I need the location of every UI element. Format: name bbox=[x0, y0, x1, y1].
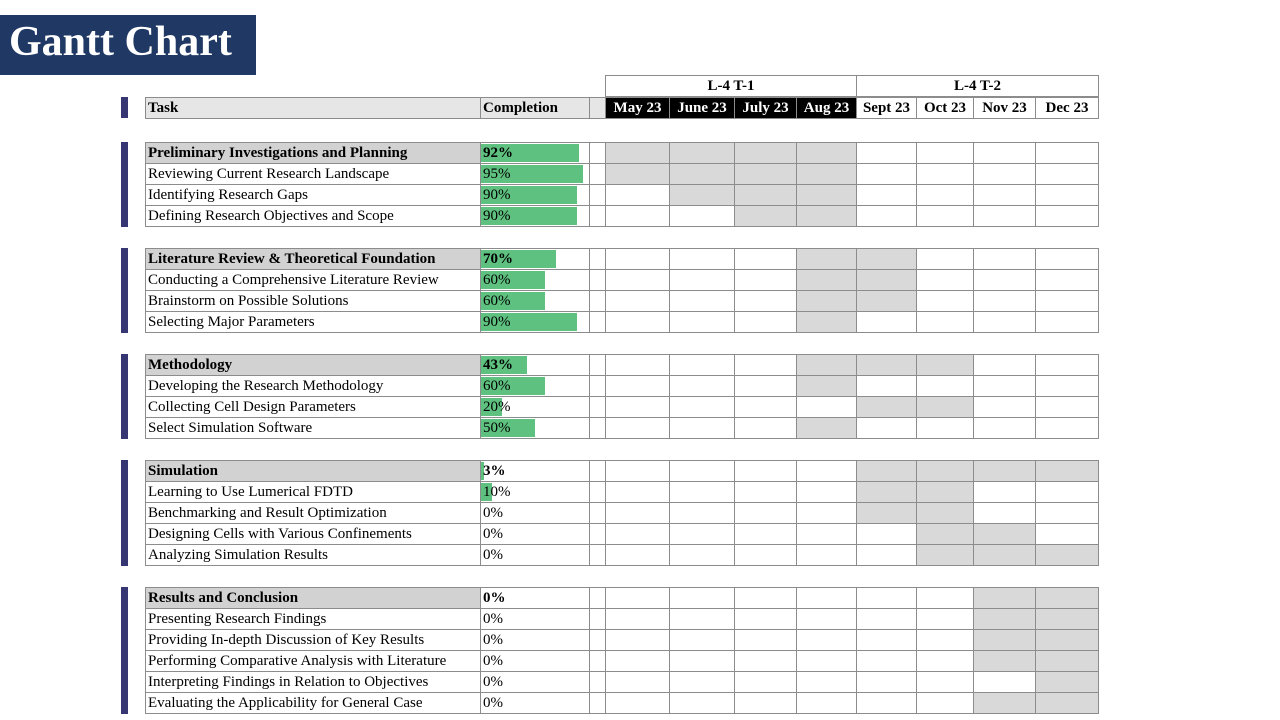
timeline-cell bbox=[916, 608, 974, 630]
task-name: Selecting Major Parameters bbox=[145, 311, 481, 333]
timeline-cell-active bbox=[916, 460, 974, 482]
timeline-cell bbox=[734, 460, 797, 482]
completion-label: 0% bbox=[483, 505, 503, 521]
timeline-cell bbox=[916, 142, 974, 164]
timeline-cell bbox=[669, 290, 735, 312]
completion-label: 10% bbox=[483, 484, 511, 500]
timeline-cell bbox=[734, 671, 797, 693]
timeline-cell bbox=[856, 629, 917, 651]
timeline-cell-active bbox=[1035, 692, 1099, 714]
spacer-cell bbox=[589, 460, 606, 482]
group-completion bbox=[480, 587, 590, 609]
timeline-cell bbox=[605, 290, 670, 312]
timeline-cell bbox=[605, 502, 670, 524]
completion-label: 0% bbox=[483, 547, 503, 563]
task-name: Analyzing Simulation Results bbox=[145, 544, 481, 566]
timeline-cell-active bbox=[734, 163, 797, 185]
timeline-cell bbox=[973, 163, 1036, 185]
timeline-cell bbox=[669, 396, 735, 418]
timeline-cell bbox=[669, 692, 735, 714]
timeline-cell-active bbox=[796, 290, 857, 312]
timeline-cell bbox=[734, 650, 797, 672]
timeline-cell-active bbox=[669, 184, 735, 206]
timeline-cell bbox=[669, 523, 735, 545]
task-completion bbox=[480, 502, 590, 524]
task-completion bbox=[480, 269, 590, 291]
timeline-cell bbox=[605, 269, 670, 291]
timeline-cell-active bbox=[796, 311, 857, 333]
completion-label: 0% bbox=[483, 695, 503, 711]
spacer-cell bbox=[589, 163, 606, 185]
timeline-cell bbox=[734, 523, 797, 545]
spacer-header bbox=[589, 97, 606, 119]
timeline-cell bbox=[973, 375, 1036, 397]
timeline-cell bbox=[605, 523, 670, 545]
group-marker bbox=[121, 142, 128, 227]
task-completion bbox=[480, 608, 590, 630]
spacer-cell bbox=[589, 417, 606, 439]
timeline-cell bbox=[916, 671, 974, 693]
month-header: July 23 bbox=[734, 97, 797, 119]
timeline-cell bbox=[669, 650, 735, 672]
task-name: Collecting Cell Design Parameters bbox=[145, 396, 481, 418]
page-title: Gantt Chart bbox=[0, 15, 256, 75]
timeline-cell-active bbox=[1035, 650, 1099, 672]
timeline-cell-active bbox=[1035, 671, 1099, 693]
timeline-cell bbox=[734, 502, 797, 524]
timeline-cell-active bbox=[1035, 544, 1099, 566]
task-completion bbox=[480, 544, 590, 566]
timeline-cell-active bbox=[973, 629, 1036, 651]
timeline-cell-active bbox=[973, 692, 1036, 714]
timeline-cell bbox=[734, 311, 797, 333]
timeline-cell bbox=[856, 587, 917, 609]
spacer-cell bbox=[589, 481, 606, 503]
completion-label: 0% bbox=[483, 611, 503, 627]
group-completion bbox=[480, 142, 590, 164]
timeline-cell bbox=[1035, 269, 1099, 291]
timeline-cell bbox=[605, 396, 670, 418]
timeline-cell bbox=[796, 650, 857, 672]
timeline-cell bbox=[916, 269, 974, 291]
spacer-cell bbox=[589, 523, 606, 545]
spacer-cell bbox=[589, 269, 606, 291]
timeline-cell bbox=[734, 396, 797, 418]
timeline-cell bbox=[856, 163, 917, 185]
group-marker bbox=[121, 354, 128, 439]
month-header: Dec 23 bbox=[1035, 97, 1099, 119]
timeline-cell-active bbox=[669, 142, 735, 164]
timeline-cell bbox=[973, 417, 1036, 439]
spacer-cell bbox=[589, 544, 606, 566]
completion-label: 20% bbox=[483, 399, 511, 415]
timeline-cell bbox=[605, 375, 670, 397]
timeline-cell bbox=[1035, 481, 1099, 503]
completion-label: 43% bbox=[483, 357, 513, 373]
timeline-cell bbox=[1035, 290, 1099, 312]
task-completion bbox=[480, 205, 590, 227]
timeline-cell bbox=[669, 671, 735, 693]
timeline-cell bbox=[1035, 354, 1099, 376]
completion-label: 0% bbox=[483, 526, 503, 542]
timeline-cell bbox=[669, 269, 735, 291]
timeline-cell-active bbox=[856, 248, 917, 270]
timeline-cell bbox=[856, 375, 917, 397]
month-header: May 23 bbox=[605, 97, 670, 119]
timeline-cell bbox=[856, 608, 917, 630]
task-name: Developing the Research Methodology bbox=[145, 375, 481, 397]
spacer-cell bbox=[589, 692, 606, 714]
timeline-cell-active bbox=[856, 269, 917, 291]
timeline-cell bbox=[856, 184, 917, 206]
timeline-cell-active bbox=[605, 142, 670, 164]
timeline-cell-active bbox=[796, 269, 857, 291]
timeline-cell-active bbox=[734, 205, 797, 227]
completion-label: 60% bbox=[483, 272, 511, 288]
month-header: Oct 23 bbox=[916, 97, 974, 119]
timeline-cell bbox=[669, 311, 735, 333]
timeline-cell bbox=[669, 502, 735, 524]
task-completion bbox=[480, 311, 590, 333]
group-completion bbox=[480, 354, 590, 376]
timeline-cell bbox=[856, 671, 917, 693]
timeline-cell bbox=[796, 544, 857, 566]
timeline-cell bbox=[605, 544, 670, 566]
spacer-cell bbox=[589, 650, 606, 672]
timeline-cell-active bbox=[734, 184, 797, 206]
task-name: Conducting a Comprehensive Literature Review bbox=[145, 269, 481, 291]
timeline-cell bbox=[605, 481, 670, 503]
task-completion bbox=[480, 163, 590, 185]
completion-label: 0% bbox=[483, 653, 503, 669]
timeline-cell bbox=[916, 184, 974, 206]
timeline-cell bbox=[1035, 396, 1099, 418]
month-header: June 23 bbox=[669, 97, 735, 119]
timeline-cell bbox=[605, 671, 670, 693]
spacer-cell bbox=[589, 587, 606, 609]
timeline-cell-active bbox=[1035, 608, 1099, 630]
timeline-cell-active bbox=[856, 354, 917, 376]
task-name: Select Simulation Software bbox=[145, 417, 481, 439]
timeline-cell bbox=[734, 587, 797, 609]
timeline-cell bbox=[856, 692, 917, 714]
timeline-cell-active bbox=[973, 608, 1036, 630]
group-marker bbox=[121, 460, 128, 566]
spacer-cell bbox=[589, 142, 606, 164]
task-completion bbox=[480, 650, 590, 672]
timeline-cell bbox=[856, 544, 917, 566]
timeline-cell-active bbox=[1035, 629, 1099, 651]
month-header: Nov 23 bbox=[973, 97, 1036, 119]
quarter-header: L-4 T-1 bbox=[605, 75, 857, 97]
month-header: Aug 23 bbox=[796, 97, 857, 119]
timeline-cell-active bbox=[973, 460, 1036, 482]
timeline-cell bbox=[973, 142, 1036, 164]
task-completion bbox=[480, 417, 590, 439]
timeline-cell bbox=[605, 629, 670, 651]
spacer-cell bbox=[589, 354, 606, 376]
timeline-cell bbox=[796, 523, 857, 545]
spacer-cell bbox=[589, 608, 606, 630]
spacer-cell bbox=[589, 671, 606, 693]
timeline-cell bbox=[734, 692, 797, 714]
group-task-name: Simulation bbox=[145, 460, 481, 482]
timeline-cell-active bbox=[973, 587, 1036, 609]
completion-label: 70% bbox=[483, 251, 513, 267]
timeline-cell bbox=[1035, 417, 1099, 439]
timeline-cell bbox=[734, 629, 797, 651]
timeline-cell bbox=[605, 205, 670, 227]
timeline-cell bbox=[796, 629, 857, 651]
timeline-cell bbox=[669, 608, 735, 630]
task-completion bbox=[480, 629, 590, 651]
task-name: Providing In-depth Discussion of Key Results bbox=[145, 629, 481, 651]
timeline-cell bbox=[856, 650, 917, 672]
group-completion bbox=[480, 248, 590, 270]
spacer-cell bbox=[589, 396, 606, 418]
timeline-cell-active bbox=[734, 142, 797, 164]
month-header: Sept 23 bbox=[856, 97, 917, 119]
timeline-cell bbox=[916, 205, 974, 227]
group-task-name: Preliminary Investigations and Planning bbox=[145, 142, 481, 164]
timeline-cell bbox=[916, 311, 974, 333]
task-name: Designing Cells with Various Confinements bbox=[145, 523, 481, 545]
timeline-cell bbox=[1035, 311, 1099, 333]
timeline-cell bbox=[916, 629, 974, 651]
task-name: Benchmarking and Result Optimization bbox=[145, 502, 481, 524]
timeline-cell bbox=[669, 481, 735, 503]
timeline-cell bbox=[973, 354, 1036, 376]
timeline-cell bbox=[734, 354, 797, 376]
timeline-cell bbox=[1035, 142, 1099, 164]
completion-label: 90% bbox=[483, 208, 511, 224]
timeline-cell bbox=[916, 248, 974, 270]
spacer-cell bbox=[589, 184, 606, 206]
group-task-name: Methodology bbox=[145, 354, 481, 376]
timeline-cell bbox=[605, 311, 670, 333]
timeline-cell bbox=[856, 417, 917, 439]
timeline-cell bbox=[605, 460, 670, 482]
timeline-cell bbox=[734, 608, 797, 630]
timeline-cell bbox=[796, 460, 857, 482]
timeline-cell bbox=[916, 650, 974, 672]
timeline-cell bbox=[605, 587, 670, 609]
timeline-cell bbox=[605, 184, 670, 206]
timeline-cell-active bbox=[916, 396, 974, 418]
timeline-cell-active bbox=[796, 417, 857, 439]
timeline-cell-active bbox=[1035, 460, 1099, 482]
timeline-cell-active bbox=[916, 523, 974, 545]
timeline-cell bbox=[973, 311, 1036, 333]
spacer-cell bbox=[589, 502, 606, 524]
task-name: Identifying Research Gaps bbox=[145, 184, 481, 206]
timeline-cell bbox=[973, 671, 1036, 693]
timeline-cell bbox=[605, 692, 670, 714]
timeline-cell-active bbox=[856, 290, 917, 312]
timeline-cell-active bbox=[605, 163, 670, 185]
timeline-cell bbox=[856, 142, 917, 164]
spacer-cell bbox=[589, 311, 606, 333]
timeline-cell bbox=[916, 290, 974, 312]
timeline-cell bbox=[605, 608, 670, 630]
timeline-cell-active bbox=[796, 375, 857, 397]
timeline-cell bbox=[973, 502, 1036, 524]
timeline-cell-active bbox=[856, 460, 917, 482]
completion-label: 3% bbox=[483, 463, 506, 479]
timeline-cell-active bbox=[796, 248, 857, 270]
spacer-cell bbox=[589, 375, 606, 397]
group-marker bbox=[121, 248, 128, 333]
timeline-cell bbox=[1035, 502, 1099, 524]
timeline-cell bbox=[973, 396, 1036, 418]
timeline-cell bbox=[669, 205, 735, 227]
task-name: Reviewing Current Research Landscape bbox=[145, 163, 481, 185]
completion-label: 90% bbox=[483, 187, 511, 203]
task-completion bbox=[480, 375, 590, 397]
timeline-cell bbox=[605, 417, 670, 439]
completion-label: 0% bbox=[483, 632, 503, 648]
group-task-name: Literature Review & Theoretical Foundation bbox=[145, 248, 481, 270]
timeline-cell bbox=[916, 163, 974, 185]
timeline-cell bbox=[916, 417, 974, 439]
timeline-cell bbox=[856, 311, 917, 333]
task-name: Defining Research Objectives and Scope bbox=[145, 205, 481, 227]
timeline-cell bbox=[856, 205, 917, 227]
timeline-cell bbox=[1035, 375, 1099, 397]
timeline-cell-active bbox=[916, 502, 974, 524]
timeline-cell-active bbox=[916, 354, 974, 376]
task-completion bbox=[480, 184, 590, 206]
timeline-cell bbox=[796, 692, 857, 714]
timeline-cell bbox=[734, 290, 797, 312]
timeline-cell bbox=[916, 375, 974, 397]
completion-label: 0% bbox=[483, 590, 506, 606]
timeline-cell bbox=[973, 290, 1036, 312]
timeline-cell bbox=[605, 354, 670, 376]
timeline-cell bbox=[734, 375, 797, 397]
timeline-cell-active bbox=[796, 163, 857, 185]
timeline-cell bbox=[669, 417, 735, 439]
timeline-cell bbox=[1035, 205, 1099, 227]
timeline-cell bbox=[1035, 248, 1099, 270]
timeline-cell bbox=[973, 248, 1036, 270]
task-name: Evaluating the Applicability for General Case bbox=[145, 692, 481, 714]
header-marker bbox=[121, 97, 128, 118]
group-marker bbox=[121, 587, 128, 714]
task-name: Performing Comparative Analysis with Literature bbox=[145, 650, 481, 672]
timeline-cell-active bbox=[796, 184, 857, 206]
timeline-cell bbox=[734, 417, 797, 439]
task-column-header: Task bbox=[145, 97, 481, 119]
timeline-cell bbox=[796, 608, 857, 630]
completion-label: 0% bbox=[483, 674, 503, 690]
timeline-cell bbox=[669, 375, 735, 397]
quarter-header: L-4 T-2 bbox=[856, 75, 1099, 97]
group-completion bbox=[480, 460, 590, 482]
timeline-cell bbox=[1035, 523, 1099, 545]
timeline-cell bbox=[796, 502, 857, 524]
timeline-cell bbox=[973, 184, 1036, 206]
completion-label: 90% bbox=[483, 314, 511, 330]
timeline-cell bbox=[734, 269, 797, 291]
task-completion bbox=[480, 481, 590, 503]
timeline-cell-active bbox=[1035, 587, 1099, 609]
timeline-cell bbox=[669, 629, 735, 651]
timeline-cell bbox=[734, 544, 797, 566]
task-completion bbox=[480, 523, 590, 545]
task-name: Brainstorm on Possible Solutions bbox=[145, 290, 481, 312]
completion-label: 50% bbox=[483, 420, 511, 436]
timeline-cell bbox=[796, 396, 857, 418]
timeline-cell bbox=[916, 587, 974, 609]
task-name: Interpreting Findings in Relation to Objectives bbox=[145, 671, 481, 693]
timeline-cell-active bbox=[916, 481, 974, 503]
timeline-cell bbox=[973, 205, 1036, 227]
timeline-cell bbox=[856, 523, 917, 545]
timeline-cell-active bbox=[916, 544, 974, 566]
timeline-cell bbox=[605, 248, 670, 270]
timeline-cell bbox=[669, 587, 735, 609]
timeline-cell bbox=[669, 544, 735, 566]
timeline-cell-active bbox=[856, 502, 917, 524]
timeline-cell bbox=[734, 481, 797, 503]
timeline-cell-active bbox=[856, 396, 917, 418]
timeline-cell bbox=[973, 481, 1036, 503]
timeline-cell bbox=[796, 481, 857, 503]
timeline-cell-active bbox=[973, 544, 1036, 566]
completion-label: 60% bbox=[483, 293, 511, 309]
timeline-cell bbox=[669, 460, 735, 482]
task-name: Presenting Research Findings bbox=[145, 608, 481, 630]
timeline-cell bbox=[669, 354, 735, 376]
completion-column-header: Completion bbox=[480, 97, 590, 119]
completion-label: 95% bbox=[483, 166, 511, 182]
completion-label: 60% bbox=[483, 378, 511, 394]
timeline-cell-active bbox=[973, 523, 1036, 545]
timeline-cell bbox=[734, 248, 797, 270]
timeline-cell bbox=[1035, 163, 1099, 185]
completion-label: 92% bbox=[483, 145, 513, 161]
task-completion bbox=[480, 671, 590, 693]
timeline-cell-active bbox=[796, 354, 857, 376]
timeline-cell-active bbox=[796, 205, 857, 227]
timeline-cell-active bbox=[796, 142, 857, 164]
task-name: Learning to Use Lumerical FDTD bbox=[145, 481, 481, 503]
timeline-cell-active bbox=[973, 650, 1036, 672]
timeline-cell-active bbox=[856, 481, 917, 503]
spacer-cell bbox=[589, 248, 606, 270]
task-completion bbox=[480, 692, 590, 714]
group-task-name: Results and Conclusion bbox=[145, 587, 481, 609]
spacer-cell bbox=[589, 205, 606, 227]
spacer-cell bbox=[589, 290, 606, 312]
timeline-cell bbox=[796, 587, 857, 609]
timeline-cell bbox=[796, 671, 857, 693]
timeline-cell bbox=[605, 650, 670, 672]
timeline-cell bbox=[973, 269, 1036, 291]
task-completion bbox=[480, 290, 590, 312]
timeline-cell bbox=[916, 692, 974, 714]
spacer-cell bbox=[589, 629, 606, 651]
timeline-cell-active bbox=[669, 163, 735, 185]
timeline-cell bbox=[669, 248, 735, 270]
task-completion bbox=[480, 396, 590, 418]
timeline-cell bbox=[1035, 184, 1099, 206]
